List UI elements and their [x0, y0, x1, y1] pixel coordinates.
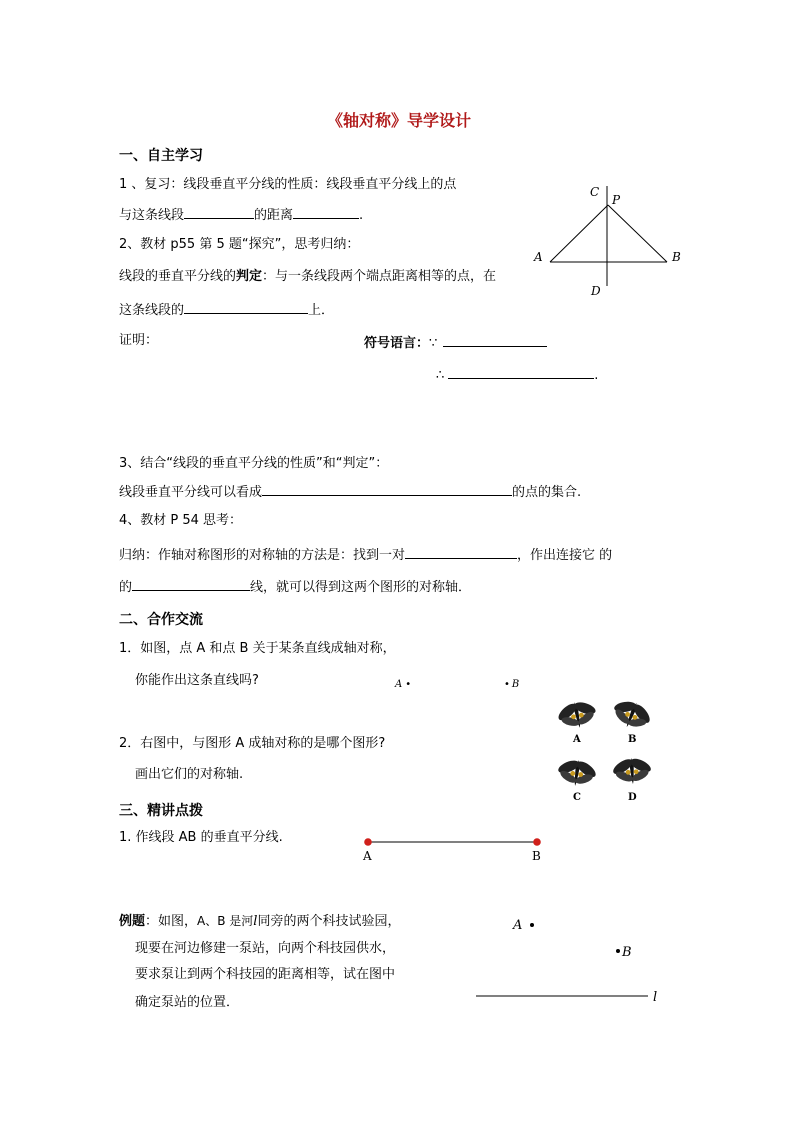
- q3-text-a: 线段垂直平分线可以看成: [119, 485, 263, 500]
- insect-d: [610, 755, 654, 786]
- insect-c: [554, 755, 600, 788]
- endpoint-a: [364, 838, 372, 846]
- s2-q1-line2: 你能作出这条直线吗?: [135, 673, 259, 688]
- q2-text-b: ：与一条线段两个端点距离相等的点，在: [262, 269, 497, 284]
- q1-line2: [119, 205, 363, 224]
- symbol-language: [364, 333, 547, 352]
- point-a-label: A: [395, 679, 403, 690]
- q1-text-c: .: [359, 208, 364, 223]
- q1-line1: 1 、复习：线段垂直平分线的性质：线段垂直平分线上的点: [119, 177, 457, 192]
- q2-text-a: 线段的垂直平分线的: [119, 269, 237, 284]
- q2-line1: 2、教材 p55 第 5 题“探究”，思考归纳：: [119, 237, 360, 252]
- q2-text-c: 这条线段的: [119, 303, 185, 318]
- section-heading-self-study: 一、自主学习: [119, 148, 203, 164]
- answer-blank[interactable]: [262, 482, 512, 496]
- q2-judgement-term: 判定: [236, 269, 263, 284]
- endpoint-b-label: B: [532, 849, 541, 863]
- point-b-label: B: [511, 679, 520, 690]
- insect-figures: [550, 690, 670, 805]
- park-a-dot: [530, 923, 534, 927]
- section-heading-cooperation: 二、合作交流: [119, 612, 203, 628]
- answer-blank[interactable]: [293, 205, 359, 219]
- q3-text-b: 的点的集合.: [512, 485, 582, 500]
- insect-label-a: A: [573, 734, 581, 745]
- answer-blank[interactable]: [448, 365, 594, 379]
- example-text-b: A、B 是河: [197, 914, 254, 928]
- answer-blank[interactable]: [184, 205, 254, 219]
- because-symbol: ∵: [429, 336, 438, 351]
- insect-label-d: D: [628, 792, 637, 803]
- page-title: 《轴对称》导学设计: [327, 111, 472, 130]
- s2-q2-line1: 2．右图中，与图形 A 成轴对称的是哪个图形?: [119, 736, 386, 751]
- s3-q1: 1. 作线段 AB 的垂直平分线.: [119, 830, 283, 845]
- q3-line2: [119, 482, 581, 501]
- q3-line1: 3、结合“线段的垂直平分线的性质”和“判定”：: [119, 456, 389, 471]
- q2-line3: [119, 300, 334, 319]
- label-d: D: [591, 284, 601, 298]
- example-text-a: ：如图，: [145, 914, 198, 929]
- q4-text-a: 归纳：作轴对称图形的对称轴的方法是：找到一对: [119, 548, 406, 563]
- proof-label: 证明：: [119, 333, 159, 348]
- segment-pb: [608, 205, 667, 262]
- example-river-letter: l: [253, 914, 258, 929]
- symbol-language-label: 符号语言：: [364, 336, 430, 351]
- point-b-group: [504, 679, 519, 690]
- point-a-dot: •: [405, 679, 412, 690]
- example-line2: 现要在河边修建一泵站，向两个科技园供水，: [135, 941, 396, 956]
- insect-label-c: C: [573, 792, 581, 803]
- example-text-c: 同旁的两个科技试验园，: [257, 914, 401, 929]
- q2-text-d: 上．: [308, 303, 335, 318]
- segment-ab-figure: [355, 832, 550, 864]
- example-line3: 要求泵让到两个科技园的距离相等，试在图中: [135, 967, 396, 982]
- insect-label-b: B: [628, 734, 637, 745]
- answer-blank[interactable]: [132, 577, 250, 591]
- label-b: B: [672, 250, 681, 264]
- point-b-dot: •: [504, 679, 510, 690]
- answer-blank[interactable]: [443, 333, 547, 347]
- therefore-symbol: ∴: [436, 368, 445, 383]
- therefore-period: .: [594, 368, 599, 383]
- q1-text-a: 与这条线段: [119, 208, 185, 223]
- q4-line2: [119, 545, 612, 564]
- q4-text-c: 的: [119, 580, 133, 595]
- segment-pa: [550, 205, 608, 262]
- s2-q2-line2: 画出它们的对称轴.: [135, 767, 244, 782]
- s2-q1-line1: 1．如图，点 A 和点 B 关于某条直线成轴对称，: [119, 641, 396, 656]
- label-a: A: [534, 250, 543, 264]
- q4-text-b: ，作出连接它 的: [517, 548, 613, 563]
- park-a-label: A: [513, 918, 523, 933]
- river-label: l: [653, 990, 658, 1005]
- example-label: 例题: [119, 914, 146, 929]
- endpoint-a-label: A: [363, 849, 372, 863]
- insect-a: [554, 696, 601, 732]
- answer-blank[interactable]: [184, 300, 308, 314]
- point-a-group: [395, 679, 411, 690]
- q4-text-d: 线，就可以得到这两个图形的对称轴．: [250, 580, 472, 595]
- park-b-dot: [616, 949, 620, 953]
- label-c: C: [590, 185, 600, 199]
- example-line4: 确定泵站的位置．: [135, 995, 240, 1010]
- answer-blank[interactable]: [405, 545, 517, 559]
- q1-text-b: 的距离: [254, 208, 294, 223]
- section-heading-guidance: 三、精讲点拨: [119, 803, 203, 819]
- label-p: P: [612, 193, 621, 207]
- q4-line1: 4、教材 P 54 思考：: [119, 513, 243, 528]
- q2-line2: [119, 269, 496, 285]
- endpoint-b: [533, 838, 541, 846]
- example-line1: [119, 913, 400, 930]
- river-figure: [470, 910, 670, 1010]
- park-b-label: B: [622, 945, 632, 960]
- triangle-figure: [525, 178, 690, 300]
- therefore-line: [436, 365, 598, 384]
- q4-line3: [119, 577, 471, 596]
- insect-b: [607, 693, 656, 735]
